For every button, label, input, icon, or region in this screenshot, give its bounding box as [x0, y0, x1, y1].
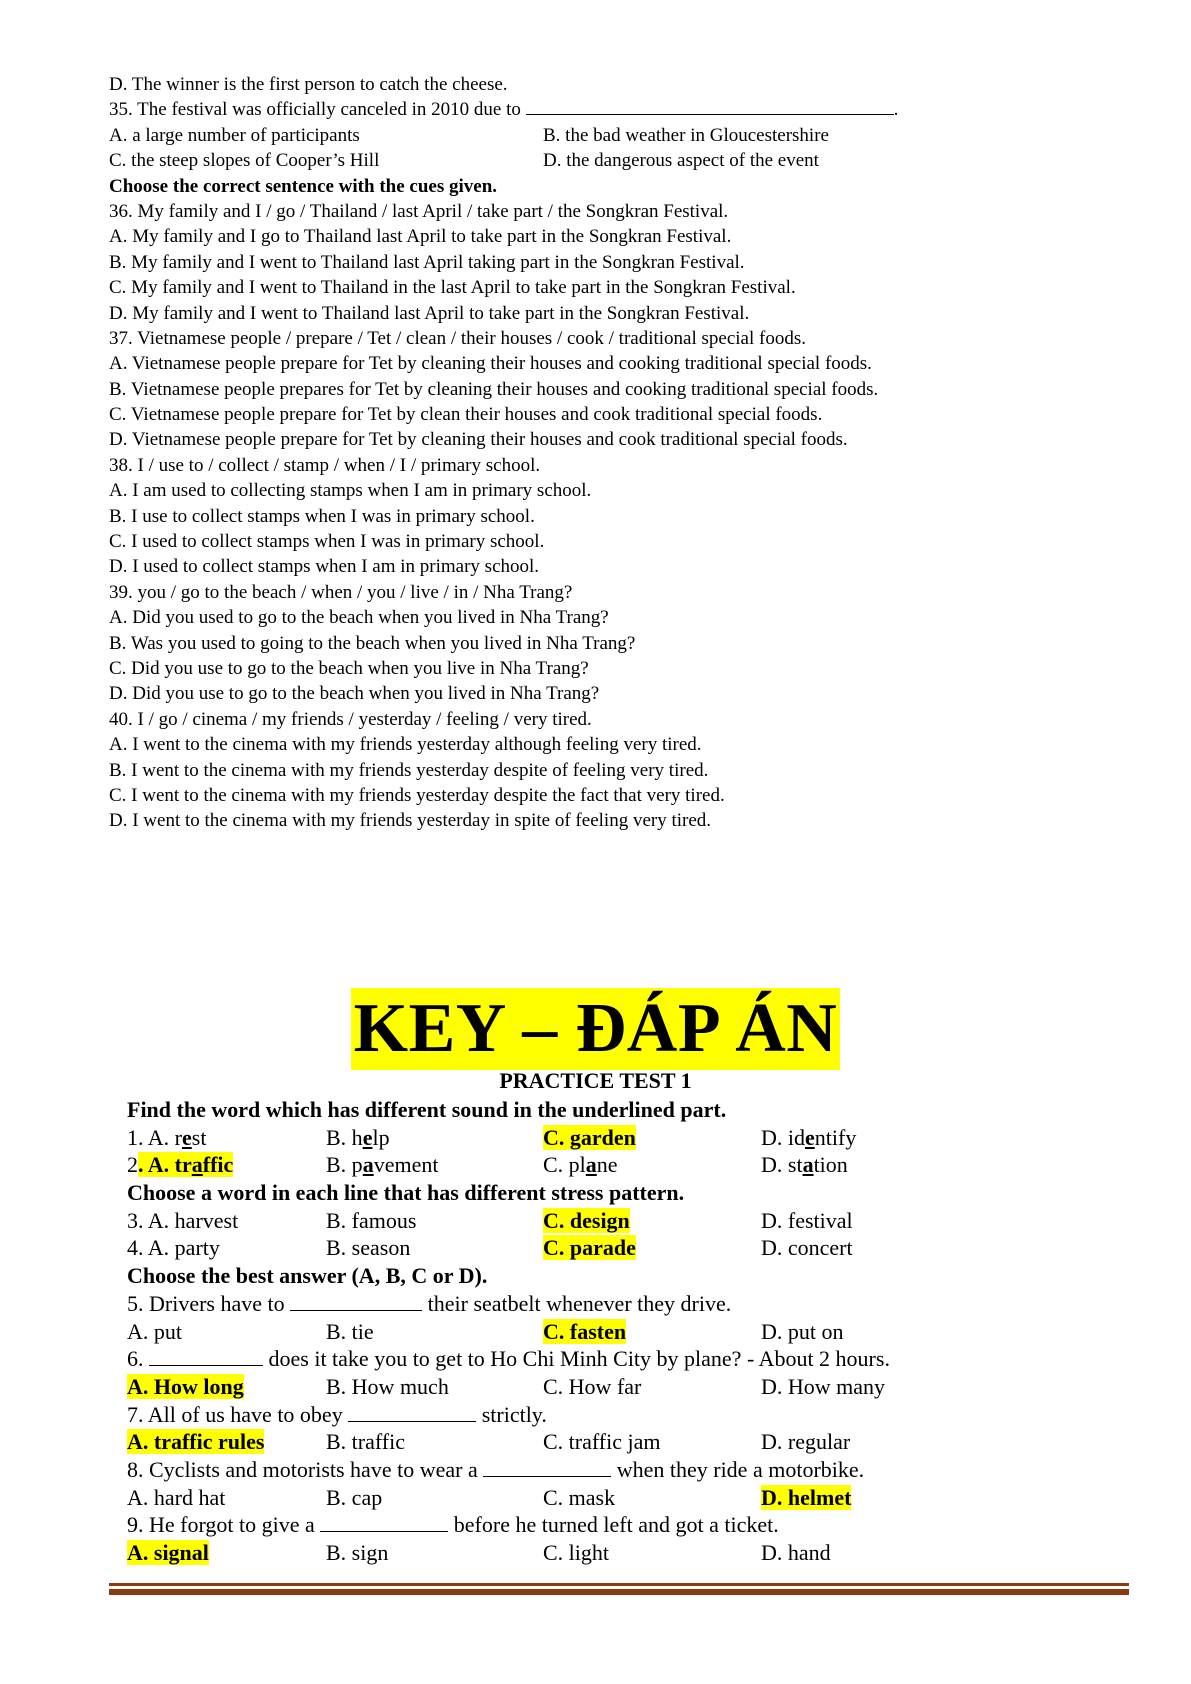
q6-stem: 6. does it take you to get to Ho Chi Minh City by plane? - About 2 hours. [127, 1346, 890, 1372]
q9-option-d: D. hand [761, 1540, 831, 1565]
key-q5 [127, 1318, 1067, 1346]
q39-option-b: B. Was you used to going to the beach when you lived in Nha Trang? [109, 632, 636, 654]
q36-option-b: B. My family and I went to Thailand last April taking part in the Songkran Festival. [109, 251, 745, 273]
key-q4 [127, 1234, 1067, 1262]
q4-option-a: 4. A. party [127, 1235, 220, 1261]
correct-answer: . A. traffic [138, 1152, 234, 1178]
q40-option-b: B. I went to the cinema with my friends yesterday despite of feeling very tired. [109, 759, 709, 781]
q4-option-c [543, 1234, 761, 1262]
answer-key [127, 1096, 1067, 1567]
q3-option-b: B. famous [326, 1207, 417, 1233]
q2-option-b: B. pavement [326, 1152, 439, 1178]
q8-option-b: B. cap [326, 1484, 383, 1510]
correct-answer: A. signal [127, 1540, 209, 1565]
q36-option-d: D. My family and I went to Thailand last April to take part in the Songkran Festival. [109, 302, 750, 324]
q5-option-d: D. put on [761, 1318, 844, 1344]
correct-answer: C. design [543, 1207, 630, 1233]
q37-option-d: D. Vietnamese people prepare for Tet by cleaning their houses and cook traditional special foods. [109, 429, 848, 451]
correct-answer: A. How long [127, 1373, 244, 1399]
q2-option-d: D. station [761, 1152, 848, 1178]
q3-option-d: D. festival [761, 1207, 853, 1233]
q8-option-d [761, 1484, 1001, 1512]
q7-option-b: B. traffic [326, 1429, 406, 1455]
q2-option-a: 2. A. traffic [127, 1152, 234, 1178]
q4-option-d: D. concert [761, 1235, 853, 1261]
correct-answer: C. parade [543, 1235, 636, 1261]
key-q8 [127, 1484, 1067, 1512]
q40-option-d: D. I went to the cinema with my friends yesterday in spite of feeling very tired. [109, 810, 712, 832]
q8-stem: 8. Cyclists and motorists have to wear a when they ride a motorbike. [127, 1456, 865, 1482]
q3-option-c [543, 1207, 761, 1235]
q5-stem: 5. Drivers have to their seatbelt whenever they drive. [127, 1290, 732, 1316]
key-banner: KEY – ĐÁP ÁN [351, 988, 841, 1070]
q39-option-c: C. Did you use to go to the beach when you live in Nha Trang? [109, 657, 589, 679]
q38-option-c: C. I used to collect stamps when I was in primary school. [109, 531, 545, 553]
q39-option-a: A. Did you used to go to the beach when you lived in Nha Trang? [109, 607, 609, 629]
q1-option-c [543, 1124, 761, 1152]
key-q2 [127, 1151, 1067, 1179]
q36-option-a: A. My family and I go to Thailand last April to take part in the Songkran Festival. [109, 226, 732, 248]
q36-stem: 36. My family and I / go / Thailand / last April / take part / the Songkran Festival. [109, 200, 729, 222]
q6-option-b: B. How much [326, 1373, 449, 1399]
q35-options-cd [109, 148, 1069, 173]
q7-option-c: C. traffic jam [543, 1429, 661, 1455]
q7-stem: 7. All of us have to obey strictly. [127, 1401, 547, 1427]
q9-option-a [127, 1539, 326, 1567]
section-heading-best-answer: Choose the best answer (A, B, C or D). [127, 1263, 488, 1289]
q37-stem: 37. Vietnamese people / prepare / Tet / clean / their houses / cook / traditional special foods. [109, 327, 806, 349]
q35-option-d: D. the dangerous aspect of the event [543, 150, 819, 172]
upper-questions [109, 72, 1069, 834]
correct-answer: A. traffic rules [127, 1429, 265, 1455]
q38-stem: 38. I / use to / collect / stamp / when / I / primary school. [109, 454, 541, 476]
key-q9 [127, 1539, 1067, 1567]
answer-blank [526, 97, 894, 115]
practice-test-title: PRACTICE TEST 1 [499, 1068, 692, 1093]
correct-answer: C. garden [543, 1124, 636, 1150]
q37-option-a: A. Vietnamese people prepare for Tet by cleaning their houses and cooking traditional special foods. [109, 353, 872, 375]
q9-stem: 9. He forgot to give a before he turned left and got a ticket. [127, 1512, 779, 1538]
q1-option-b: B. help [326, 1124, 390, 1150]
q7-option-a [127, 1428, 326, 1456]
q6-option-d: D. How many [761, 1373, 886, 1399]
q8-option-c: C. mask [543, 1484, 616, 1510]
q9-option-b: B. sign [326, 1540, 389, 1565]
section-heading-stress: Choose a word in each line that has different stress pattern. [127, 1180, 685, 1206]
q5-option-a: A. put [127, 1318, 182, 1344]
answer-blank [149, 1346, 263, 1366]
q2-option-c: C. plane [543, 1152, 618, 1178]
answer-blank [320, 1512, 448, 1532]
q35-option-b: B. the bad weather in Gloucestershire [543, 124, 829, 146]
q1-option-a: 1. A. rest [127, 1124, 207, 1150]
key-q3 [127, 1207, 1067, 1235]
answer-blank [483, 1457, 611, 1477]
q6-option-c: C. How far [543, 1373, 642, 1399]
answer-blank [290, 1291, 422, 1311]
q38-option-b: B. I use to collect stamps when I was in primary school. [109, 505, 535, 527]
key-banner-wrap [0, 988, 1191, 1070]
q6-option-a [127, 1373, 326, 1401]
correct-answer: C. fasten [543, 1318, 627, 1344]
q9-option-c: C. light [543, 1540, 610, 1565]
q38-option-d: D. I used to collect stamps when I am in primary school. [109, 556, 540, 578]
q40-stem: 40. I / go / cinema / my friends / yesterday / feeling / very tired. [109, 708, 592, 730]
q7-option-d: D. regular [761, 1429, 851, 1455]
q36-option-c: C. My family and I went to Thailand in the last April to take part in the Songkran Festival. [109, 277, 796, 299]
q35-option-c: C. the steep slopes of Cooper’s Hill [109, 150, 380, 172]
q4-option-b: B. season [326, 1235, 411, 1261]
key-q7 [127, 1428, 1067, 1456]
q3-option-a: 3. A. harvest [127, 1207, 239, 1233]
q40-option-a: A. I went to the cinema with my friends yesterday although feeling very tired. [109, 734, 702, 756]
q5-option-b: B. tie [326, 1318, 374, 1344]
q39-stem: 39. you / go to the beach / when / you / live / in / Nha Trang? [109, 581, 573, 603]
q35-options-ab [109, 123, 1069, 148]
footer-rule-thick [109, 1589, 1129, 1595]
key-q1 [127, 1124, 1067, 1152]
section-heading-cues: Choose the correct sentence with the cues given. [109, 175, 498, 197]
correct-answer: D. helmet [761, 1484, 852, 1510]
answer-blank [348, 1402, 476, 1422]
q40-option-c: C. I went to the cinema with my friends yesterday despite the fact that very tired. [109, 784, 725, 806]
q35-stem: 35. The festival was officially canceled in 2010 due to . [109, 99, 899, 121]
q38-option-a: A. I am used to collecting stamps when I am in primary school. [109, 480, 592, 502]
q34-option-d: D. The winner is the first person to catch the cheese. [109, 74, 508, 95]
q1-option-d: D. identify [761, 1124, 857, 1150]
q37-option-c: C. Vietnamese people prepare for Tet by clean their houses and cook traditional special foods. [109, 404, 823, 426]
section-heading-sound: Find the word which has different sound in the underlined part. [127, 1097, 727, 1122]
q35-option-a: A. a large number of participants [109, 124, 360, 146]
q39-option-d: D. Did you use to go to the beach when you lived in Nha Trang? [109, 683, 600, 705]
q5-option-c [543, 1318, 761, 1346]
key-q6 [127, 1373, 1067, 1401]
footer-rule-thin [109, 1583, 1129, 1586]
q8-option-a: A. hard hat [127, 1484, 226, 1510]
q37-option-b: B. Vietnamese people prepares for Tet by cleaning their houses and cooking traditional special foods. [109, 378, 879, 400]
